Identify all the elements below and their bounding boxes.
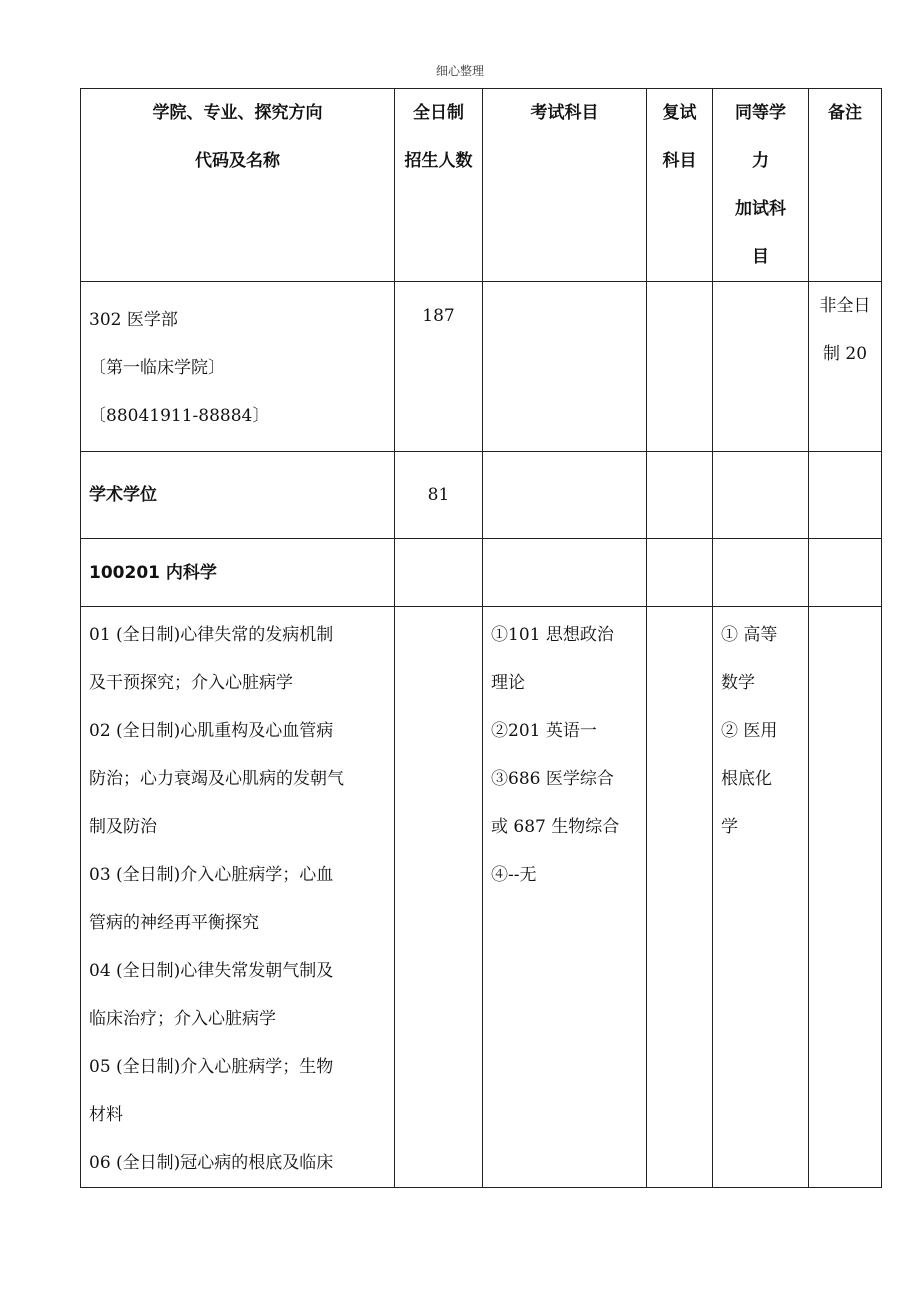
extra-exam-line: 数学: [721, 673, 755, 693]
extra-exam-subjects: [713, 607, 809, 1188]
page-header: 细心整理: [435, 64, 484, 78]
exam-line: ①101 思想政治: [491, 625, 614, 645]
header-row: [81, 89, 882, 282]
exam-line: 或 687 生物综合: [491, 817, 620, 837]
direction-line: 06 (全日制)冠心病的根底及临床: [89, 1153, 334, 1173]
header-remarks: 备注: [809, 89, 882, 282]
direction-line: 临床治疗；介入心脏病学: [89, 1009, 276, 1029]
direction-line: 03 (全日制)介入心脏病学；心血: [89, 865, 334, 885]
exam-line: ③686 医学综合: [491, 769, 614, 789]
dept-name: 302 医学部 〔第一临床学院〕 〔88041911-88884〕: [81, 282, 395, 452]
direction-line: 材料: [89, 1105, 123, 1125]
exam-subjects: [483, 607, 647, 1188]
admissions-table: [80, 88, 882, 1188]
major-row: [81, 539, 882, 607]
academic-label: 学术学位: [89, 485, 157, 505]
major-label: 100201 内科学: [89, 562, 217, 583]
academic-count: 81: [395, 452, 483, 539]
extra-exam-line: 学: [721, 817, 738, 837]
research-directions: [81, 607, 395, 1188]
academic-row: [81, 452, 882, 539]
direction-line: 05 (全日制)介入心脏病学；生物: [89, 1057, 334, 1077]
header-college-major: 学院、专业、探究方向 代码及名称: [81, 89, 395, 282]
exam-line: ②201 英语一: [491, 721, 597, 741]
exam-line: ④--无: [491, 865, 537, 885]
directions-row: [81, 607, 882, 1188]
dept-remark: 非全日 制 20: [809, 282, 882, 452]
dept-count: 187: [395, 282, 483, 452]
extra-exam-line: ② 医用: [721, 721, 778, 741]
direction-line: 制及防治: [89, 817, 157, 837]
header-retest: 复试 科目: [647, 89, 713, 282]
extra-exam-line: 根底化: [721, 769, 772, 789]
direction-line: 01 (全日制)心律失常的发病机制: [89, 625, 334, 645]
direction-line: 管病的神经再平衡探究: [89, 913, 259, 933]
header-equivalent-extra: 同等学 力 加试科 目: [713, 89, 809, 282]
extra-exam-line: ① 高等: [721, 625, 778, 645]
dept-row: [81, 282, 882, 452]
header-enrollment: 全日制 招生人数: [395, 89, 483, 282]
direction-line: 02 (全日制)心肌重构及心血管病: [89, 721, 334, 741]
direction-line: 及干预探究；介入心脏病学: [89, 673, 293, 693]
exam-line: 理论: [491, 673, 525, 693]
direction-line: 防治；心力衰竭及心肌病的发朝气: [89, 769, 344, 789]
header-exam-subjects: 考试科目: [483, 89, 647, 282]
direction-line: 04 (全日制)心律失常发朝气制及: [89, 961, 334, 981]
